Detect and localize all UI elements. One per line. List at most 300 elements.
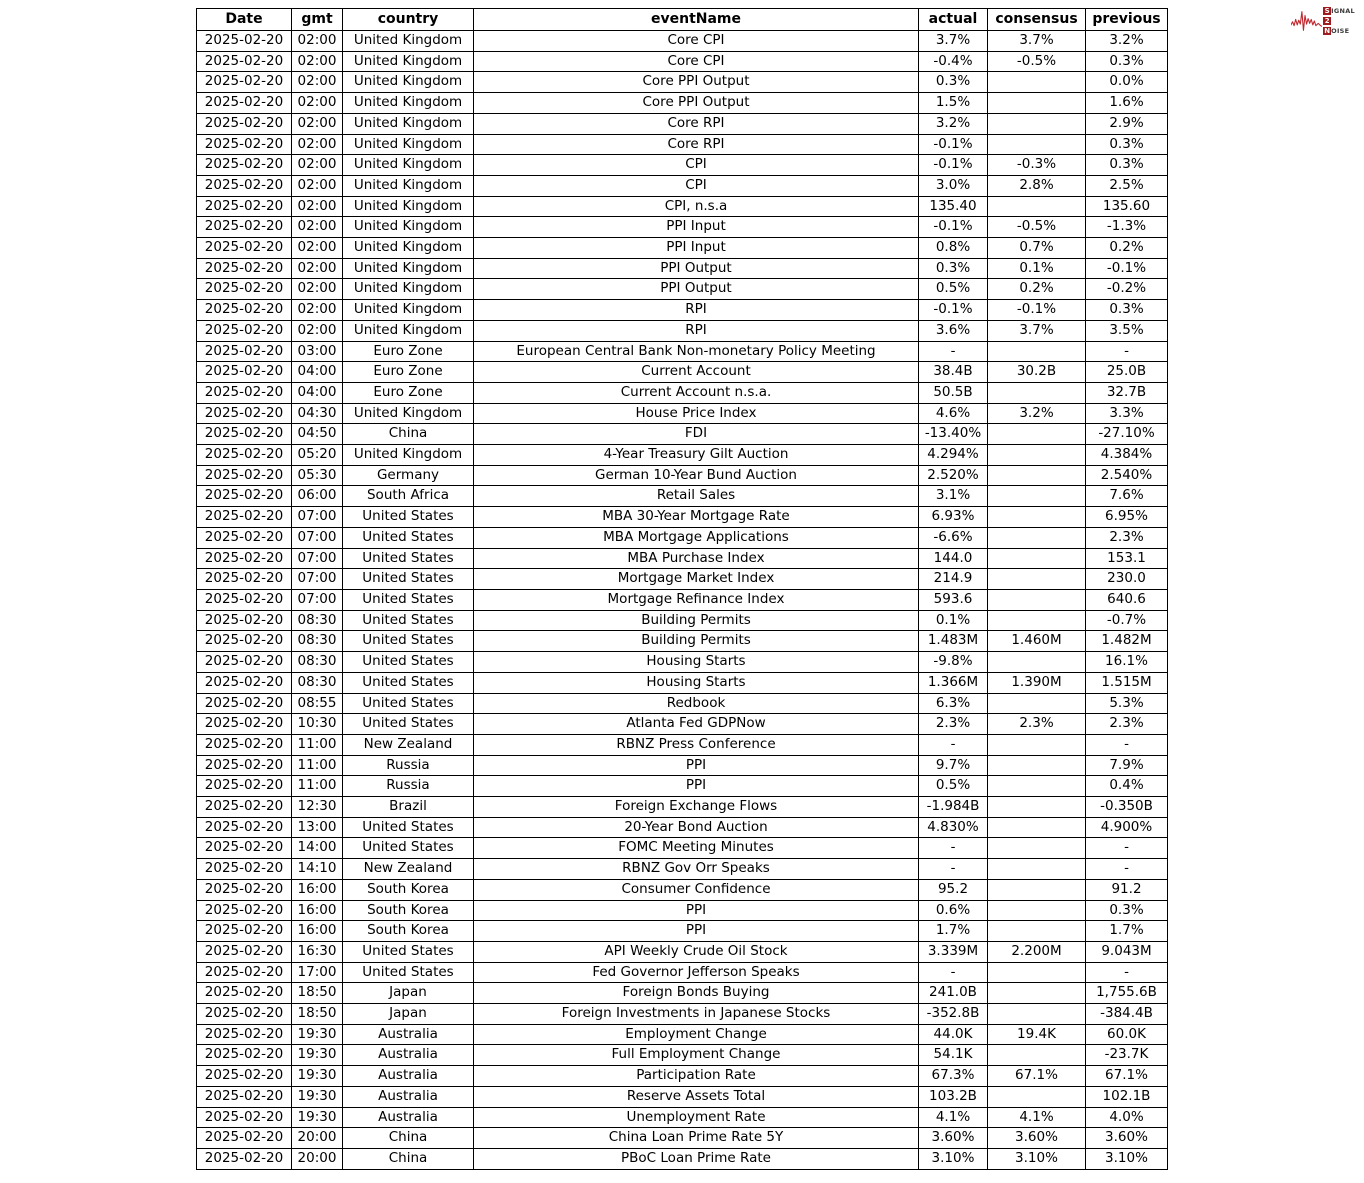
table-cell: 16:00 — [292, 921, 343, 942]
table-cell: Building Permits — [474, 610, 919, 631]
table-cell: 19:30 — [292, 1086, 343, 1107]
table-row — [197, 1045, 1168, 1066]
table-cell: 1.483M — [919, 631, 988, 652]
table-cell — [988, 797, 1086, 818]
table-cell: 0.3% — [1086, 155, 1168, 176]
table-cell: 19:30 — [292, 1045, 343, 1066]
column-header: Date — [197, 9, 292, 31]
table-cell: 2025-02-20 — [197, 382, 292, 403]
table-cell: 02:00 — [292, 155, 343, 176]
table-cell: 2025-02-20 — [197, 134, 292, 155]
table-cell: 3.2% — [1086, 31, 1168, 52]
table-cell: Japan — [343, 983, 474, 1004]
table-row — [197, 1004, 1168, 1025]
table-cell: 1.366M — [919, 672, 988, 693]
table-cell: API Weekly Crude Oil Stock — [474, 941, 919, 962]
table-cell: 02:00 — [292, 134, 343, 155]
table-cell: -13.40% — [919, 424, 988, 445]
table-cell: -0.1% — [919, 155, 988, 176]
table-cell: 02:00 — [292, 31, 343, 52]
table-cell: 3.2% — [919, 113, 988, 134]
table-cell: United Kingdom — [343, 113, 474, 134]
table-cell: United Kingdom — [343, 217, 474, 238]
table-cell: 4.294% — [919, 445, 988, 466]
table-cell: 2025-02-20 — [197, 93, 292, 114]
table-row — [197, 279, 1168, 300]
table-cell: 2025-02-20 — [197, 465, 292, 486]
table-cell — [988, 734, 1086, 755]
table-row — [197, 51, 1168, 72]
table-cell — [988, 610, 1086, 631]
table-cell: 2025-02-20 — [197, 797, 292, 818]
table-cell: 04:50 — [292, 424, 343, 445]
table-cell: 2025-02-20 — [197, 1128, 292, 1149]
table-row — [197, 175, 1168, 196]
table-cell: 3.2% — [988, 403, 1086, 424]
table-row — [197, 589, 1168, 610]
table-cell — [988, 776, 1086, 797]
table-cell: Australia — [343, 1107, 474, 1128]
table-cell: New Zealand — [343, 859, 474, 880]
table-cell: -384.4B — [1086, 1004, 1168, 1025]
table-cell: 06:00 — [292, 486, 343, 507]
table-cell: 02:00 — [292, 279, 343, 300]
table-row — [197, 714, 1168, 735]
table-row — [197, 238, 1168, 259]
table-cell: 02:00 — [292, 320, 343, 341]
table-row — [197, 1024, 1168, 1045]
table-cell: 2.8% — [988, 175, 1086, 196]
table-cell: United States — [343, 693, 474, 714]
table-cell: Building Permits — [474, 631, 919, 652]
table-cell: United Kingdom — [343, 31, 474, 52]
table-row — [197, 672, 1168, 693]
table-row — [197, 983, 1168, 1004]
table-cell: -0.2% — [1086, 279, 1168, 300]
logo-text — [1323, 6, 1355, 36]
table-cell: RBNZ Press Conference — [474, 734, 919, 755]
table-cell: 3.339M — [919, 941, 988, 962]
table-row — [197, 1128, 1168, 1149]
table-cell: 30.2B — [988, 362, 1086, 383]
table-cell: 32.7B — [1086, 382, 1168, 403]
table-cell: United States — [343, 589, 474, 610]
table-cell — [988, 1086, 1086, 1107]
table-cell: 2025-02-20 — [197, 424, 292, 445]
table-cell: 1.5% — [919, 93, 988, 114]
table-cell — [988, 693, 1086, 714]
table-row — [197, 403, 1168, 424]
table-row — [197, 341, 1168, 362]
table-cell — [988, 879, 1086, 900]
table-cell: United States — [343, 941, 474, 962]
table-cell: 2025-02-20 — [197, 320, 292, 341]
table-cell: 07:00 — [292, 589, 343, 610]
table-cell: United Kingdom — [343, 300, 474, 321]
table-cell — [988, 755, 1086, 776]
table-cell: 2025-02-20 — [197, 714, 292, 735]
table-cell: 2025-02-20 — [197, 279, 292, 300]
table-cell: 14:10 — [292, 859, 343, 880]
table-cell: United Kingdom — [343, 134, 474, 155]
table-cell: Russia — [343, 755, 474, 776]
table-cell — [988, 1004, 1086, 1025]
table-cell: 11:00 — [292, 776, 343, 797]
table-cell: 1.460M — [988, 631, 1086, 652]
table-cell: 2025-02-20 — [197, 1086, 292, 1107]
table-cell: 2025-02-20 — [197, 1066, 292, 1087]
table-cell: 3.7% — [988, 320, 1086, 341]
table-cell: United Kingdom — [343, 320, 474, 341]
table-cell: 2025-02-20 — [197, 1024, 292, 1045]
table-cell: 17:00 — [292, 962, 343, 983]
table-cell: 16:30 — [292, 941, 343, 962]
table-cell: PPI Input — [474, 238, 919, 259]
table-row — [197, 652, 1168, 673]
table-cell: Foreign Exchange Flows — [474, 797, 919, 818]
table-cell: - — [919, 734, 988, 755]
table-cell: 02:00 — [292, 51, 343, 72]
table-cell: 640.6 — [1086, 589, 1168, 610]
table-row — [197, 941, 1168, 962]
table-cell: 2025-02-20 — [197, 1107, 292, 1128]
table-cell: 2025-02-20 — [197, 734, 292, 755]
table-cell: 593.6 — [919, 589, 988, 610]
table-cell: 5.3% — [1086, 693, 1168, 714]
table-cell: -23.7K — [1086, 1045, 1168, 1066]
table-cell: South Korea — [343, 879, 474, 900]
table-cell: Atlanta Fed GDPNow — [474, 714, 919, 735]
table-cell: 2025-02-20 — [197, 72, 292, 93]
table-cell — [988, 445, 1086, 466]
table-cell: United States — [343, 569, 474, 590]
table-cell: United Kingdom — [343, 51, 474, 72]
table-cell: 2025-02-20 — [197, 983, 292, 1004]
table-cell: 3.0% — [919, 175, 988, 196]
table-cell: 1.482M — [1086, 631, 1168, 652]
table-cell: New Zealand — [343, 734, 474, 755]
table-cell: 0.2% — [988, 279, 1086, 300]
column-header: previous — [1086, 9, 1168, 31]
column-header: eventName — [474, 9, 919, 31]
table-cell: 1.6% — [1086, 93, 1168, 114]
table-cell: 02:00 — [292, 300, 343, 321]
logo-word-signal-rest: IGNAL — [1331, 7, 1355, 15]
table-cell: United Kingdom — [343, 155, 474, 176]
table-cell: 3.3% — [1086, 403, 1168, 424]
table-cell: United States — [343, 548, 474, 569]
table-cell: 3.10% — [919, 1148, 988, 1169]
table-row — [197, 320, 1168, 341]
table-cell: Australia — [343, 1086, 474, 1107]
table-cell: 20:00 — [292, 1148, 343, 1169]
table-cell: 7.6% — [1086, 486, 1168, 507]
table-cell: Housing Starts — [474, 652, 919, 673]
table-cell: 2025-02-20 — [197, 238, 292, 259]
table-cell: 0.3% — [919, 258, 988, 279]
table-cell: 16.1% — [1086, 652, 1168, 673]
table-row — [197, 113, 1168, 134]
table-cell: MBA Mortgage Applications — [474, 527, 919, 548]
table-cell: 214.9 — [919, 569, 988, 590]
table-cell: 2025-02-20 — [197, 113, 292, 134]
table-cell: South Korea — [343, 900, 474, 921]
logo-line-signal — [1323, 6, 1355, 16]
table-cell: -0.1% — [919, 134, 988, 155]
table-cell: United Kingdom — [343, 279, 474, 300]
table-cell: Participation Rate — [474, 1066, 919, 1087]
table-cell: -0.3% — [988, 155, 1086, 176]
table-cell: 20-Year Bond Auction — [474, 817, 919, 838]
table-cell: Core PPI Output — [474, 93, 919, 114]
table-cell: 0.0% — [1086, 72, 1168, 93]
table-cell: 04:00 — [292, 382, 343, 403]
table-row — [197, 693, 1168, 714]
table-row — [197, 258, 1168, 279]
table-cell: 60.0K — [1086, 1024, 1168, 1045]
table-cell: 4.900% — [1086, 817, 1168, 838]
table-row — [197, 1086, 1168, 1107]
table-cell — [988, 962, 1086, 983]
table-cell: RPI — [474, 300, 919, 321]
table-cell: Unemployment Rate — [474, 1107, 919, 1128]
table-cell: 3.10% — [1086, 1148, 1168, 1169]
table-cell: 95.2 — [919, 879, 988, 900]
table-cell: China Loan Prime Rate 5Y — [474, 1128, 919, 1149]
table-cell: 16:00 — [292, 900, 343, 921]
table-row — [197, 755, 1168, 776]
table-cell: 2025-02-20 — [197, 217, 292, 238]
table-cell: 02:00 — [292, 175, 343, 196]
table-row — [197, 217, 1168, 238]
table-cell: 0.3% — [1086, 900, 1168, 921]
table-row — [197, 486, 1168, 507]
table-row — [197, 134, 1168, 155]
table-cell: -0.5% — [988, 217, 1086, 238]
table-cell: 25.0B — [1086, 362, 1168, 383]
table-cell: 1,755.6B — [1086, 983, 1168, 1004]
heartbeat-waveform-icon — [1291, 5, 1322, 37]
table-cell: PPI — [474, 776, 919, 797]
table-cell: Consumer Confidence — [474, 879, 919, 900]
table-cell: 2025-02-20 — [197, 51, 292, 72]
table-cell: CPI — [474, 155, 919, 176]
table-cell: 2025-02-20 — [197, 548, 292, 569]
table-row — [197, 93, 1168, 114]
table-cell: 153.1 — [1086, 548, 1168, 569]
table-cell: 2.520% — [919, 465, 988, 486]
table-cell: Core PPI Output — [474, 72, 919, 93]
table-row — [197, 72, 1168, 93]
table-cell: 07:00 — [292, 548, 343, 569]
table-cell: 54.1K — [919, 1045, 988, 1066]
table-cell: 02:00 — [292, 238, 343, 259]
table-row — [197, 817, 1168, 838]
logo-line-2 — [1323, 16, 1355, 26]
logo-word-noise-rest: OISE — [1331, 27, 1350, 35]
table-cell — [988, 486, 1086, 507]
table-cell: 0.4% — [1086, 776, 1168, 797]
table-cell: RBNZ Gov Orr Speaks — [474, 859, 919, 880]
table-cell: 2025-02-20 — [197, 258, 292, 279]
table-cell: MBA 30-Year Mortgage Rate — [474, 507, 919, 528]
table-cell: 2.9% — [1086, 113, 1168, 134]
table-cell: 2.5% — [1086, 175, 1168, 196]
table-cell: 1.7% — [1086, 921, 1168, 942]
table-row — [197, 631, 1168, 652]
table-cell: 2025-02-20 — [197, 776, 292, 797]
table-cell: United Kingdom — [343, 445, 474, 466]
table-cell: German 10-Year Bund Auction — [474, 465, 919, 486]
table-cell: 6.3% — [919, 693, 988, 714]
table-cell: 2.3% — [1086, 527, 1168, 548]
table-cell: 2.3% — [988, 714, 1086, 735]
table-cell: 2025-02-20 — [197, 1004, 292, 1025]
table-cell — [988, 921, 1086, 942]
table-cell: 0.3% — [1086, 300, 1168, 321]
table-cell: 2.200M — [988, 941, 1086, 962]
table-row — [197, 921, 1168, 942]
table-cell: -6.6% — [919, 527, 988, 548]
table-cell: 10:30 — [292, 714, 343, 735]
table-cell — [988, 341, 1086, 362]
table-cell: 0.8% — [919, 238, 988, 259]
table-cell: 1.7% — [919, 921, 988, 942]
table-row — [197, 362, 1168, 383]
table-cell: 7.9% — [1086, 755, 1168, 776]
table-cell: South Korea — [343, 921, 474, 942]
table-cell — [988, 134, 1086, 155]
table-cell: United States — [343, 610, 474, 631]
table-cell: Germany — [343, 465, 474, 486]
table-cell: -0.1% — [919, 300, 988, 321]
table-header-row — [197, 9, 1168, 31]
table-cell — [988, 507, 1086, 528]
table-cell: Current Account — [474, 362, 919, 383]
table-cell: 2025-02-20 — [197, 155, 292, 176]
table-cell: 2025-02-20 — [197, 527, 292, 548]
table-cell: 2025-02-20 — [197, 693, 292, 714]
table-cell: 38.4B — [919, 362, 988, 383]
table-cell: 13:00 — [292, 817, 343, 838]
table-cell — [988, 93, 1086, 114]
table-cell: 0.3% — [919, 72, 988, 93]
table-cell: - — [919, 341, 988, 362]
table-cell: 07:00 — [292, 569, 343, 590]
table-cell: 4.0% — [1086, 1107, 1168, 1128]
table-cell: -1.3% — [1086, 217, 1168, 238]
table-row — [197, 962, 1168, 983]
table-cell: United States — [343, 672, 474, 693]
column-header: gmt — [292, 9, 343, 31]
table-cell: 2025-02-20 — [197, 755, 292, 776]
table-cell: 11:00 — [292, 734, 343, 755]
table-cell: Euro Zone — [343, 341, 474, 362]
table-cell: 0.7% — [988, 238, 1086, 259]
table-cell: Housing Starts — [474, 672, 919, 693]
table-cell: 1.390M — [988, 672, 1086, 693]
table-cell: PPI Output — [474, 258, 919, 279]
table-cell: PPI Input — [474, 217, 919, 238]
table-cell: United States — [343, 817, 474, 838]
table-cell: 2025-02-20 — [197, 900, 292, 921]
table-cell: 05:30 — [292, 465, 343, 486]
table-cell: 144.0 — [919, 548, 988, 569]
table-cell: Core CPI — [474, 31, 919, 52]
table-cell: 08:55 — [292, 693, 343, 714]
table-cell: China — [343, 1148, 474, 1169]
table-cell: Mortgage Market Index — [474, 569, 919, 590]
table-cell — [988, 113, 1086, 134]
table-cell: 0.5% — [919, 776, 988, 797]
table-cell: 2025-02-20 — [197, 652, 292, 673]
table-cell: -352.8B — [919, 1004, 988, 1025]
table-cell: United Kingdom — [343, 72, 474, 93]
table-cell: 12:30 — [292, 797, 343, 818]
table-cell: 2025-02-20 — [197, 486, 292, 507]
table-cell: 2.3% — [1086, 714, 1168, 735]
table-cell: 2025-02-20 — [197, 859, 292, 880]
table-cell: PPI Output — [474, 279, 919, 300]
table-cell: Mortgage Refinance Index — [474, 589, 919, 610]
table-cell: United States — [343, 714, 474, 735]
table-cell: 230.0 — [1086, 569, 1168, 590]
table-cell — [988, 424, 1086, 445]
table-row — [197, 445, 1168, 466]
table-cell: 1.515M — [1086, 672, 1168, 693]
table-cell: MBA Purchase Index — [474, 548, 919, 569]
table-cell: 2025-02-20 — [197, 403, 292, 424]
table-cell: 67.1% — [988, 1066, 1086, 1087]
table-cell — [988, 1045, 1086, 1066]
table-cell: - — [919, 962, 988, 983]
table-cell: 2025-02-20 — [197, 1045, 292, 1066]
table-cell: 2025-02-20 — [197, 838, 292, 859]
table-cell: 18:50 — [292, 983, 343, 1004]
table-cell: 02:00 — [292, 258, 343, 279]
table-cell: 2.540% — [1086, 465, 1168, 486]
table-cell: Euro Zone — [343, 382, 474, 403]
table-cell: 02:00 — [292, 93, 343, 114]
table-row — [197, 1107, 1168, 1128]
economic-calendar-table — [196, 8, 1168, 1170]
table-cell: 9.043M — [1086, 941, 1168, 962]
table-cell: 135.40 — [919, 196, 988, 217]
table-cell — [988, 817, 1086, 838]
table-cell: 4.830% — [919, 817, 988, 838]
table-cell: Brazil — [343, 797, 474, 818]
table-row — [197, 465, 1168, 486]
table-cell: 2025-02-20 — [197, 921, 292, 942]
logo-letter-s: S — [1324, 7, 1330, 15]
table-row — [197, 196, 1168, 217]
table-cell — [988, 382, 1086, 403]
table-cell: 02:00 — [292, 113, 343, 134]
table-cell: 19:30 — [292, 1066, 343, 1087]
table-cell: FDI — [474, 424, 919, 445]
table-cell: Foreign Investments in Japanese Stocks — [474, 1004, 919, 1025]
table-cell: 2025-02-20 — [197, 300, 292, 321]
table-cell: United Kingdom — [343, 403, 474, 424]
table-cell: 2025-02-20 — [197, 445, 292, 466]
table-cell: 2025-02-20 — [197, 1148, 292, 1169]
table-cell: PBoC Loan Prime Rate — [474, 1148, 919, 1169]
table-cell: 44.0K — [919, 1024, 988, 1045]
table-cell: 18:50 — [292, 1004, 343, 1025]
table-cell: 9.7% — [919, 755, 988, 776]
table-row — [197, 31, 1168, 52]
table-cell: 07:00 — [292, 527, 343, 548]
